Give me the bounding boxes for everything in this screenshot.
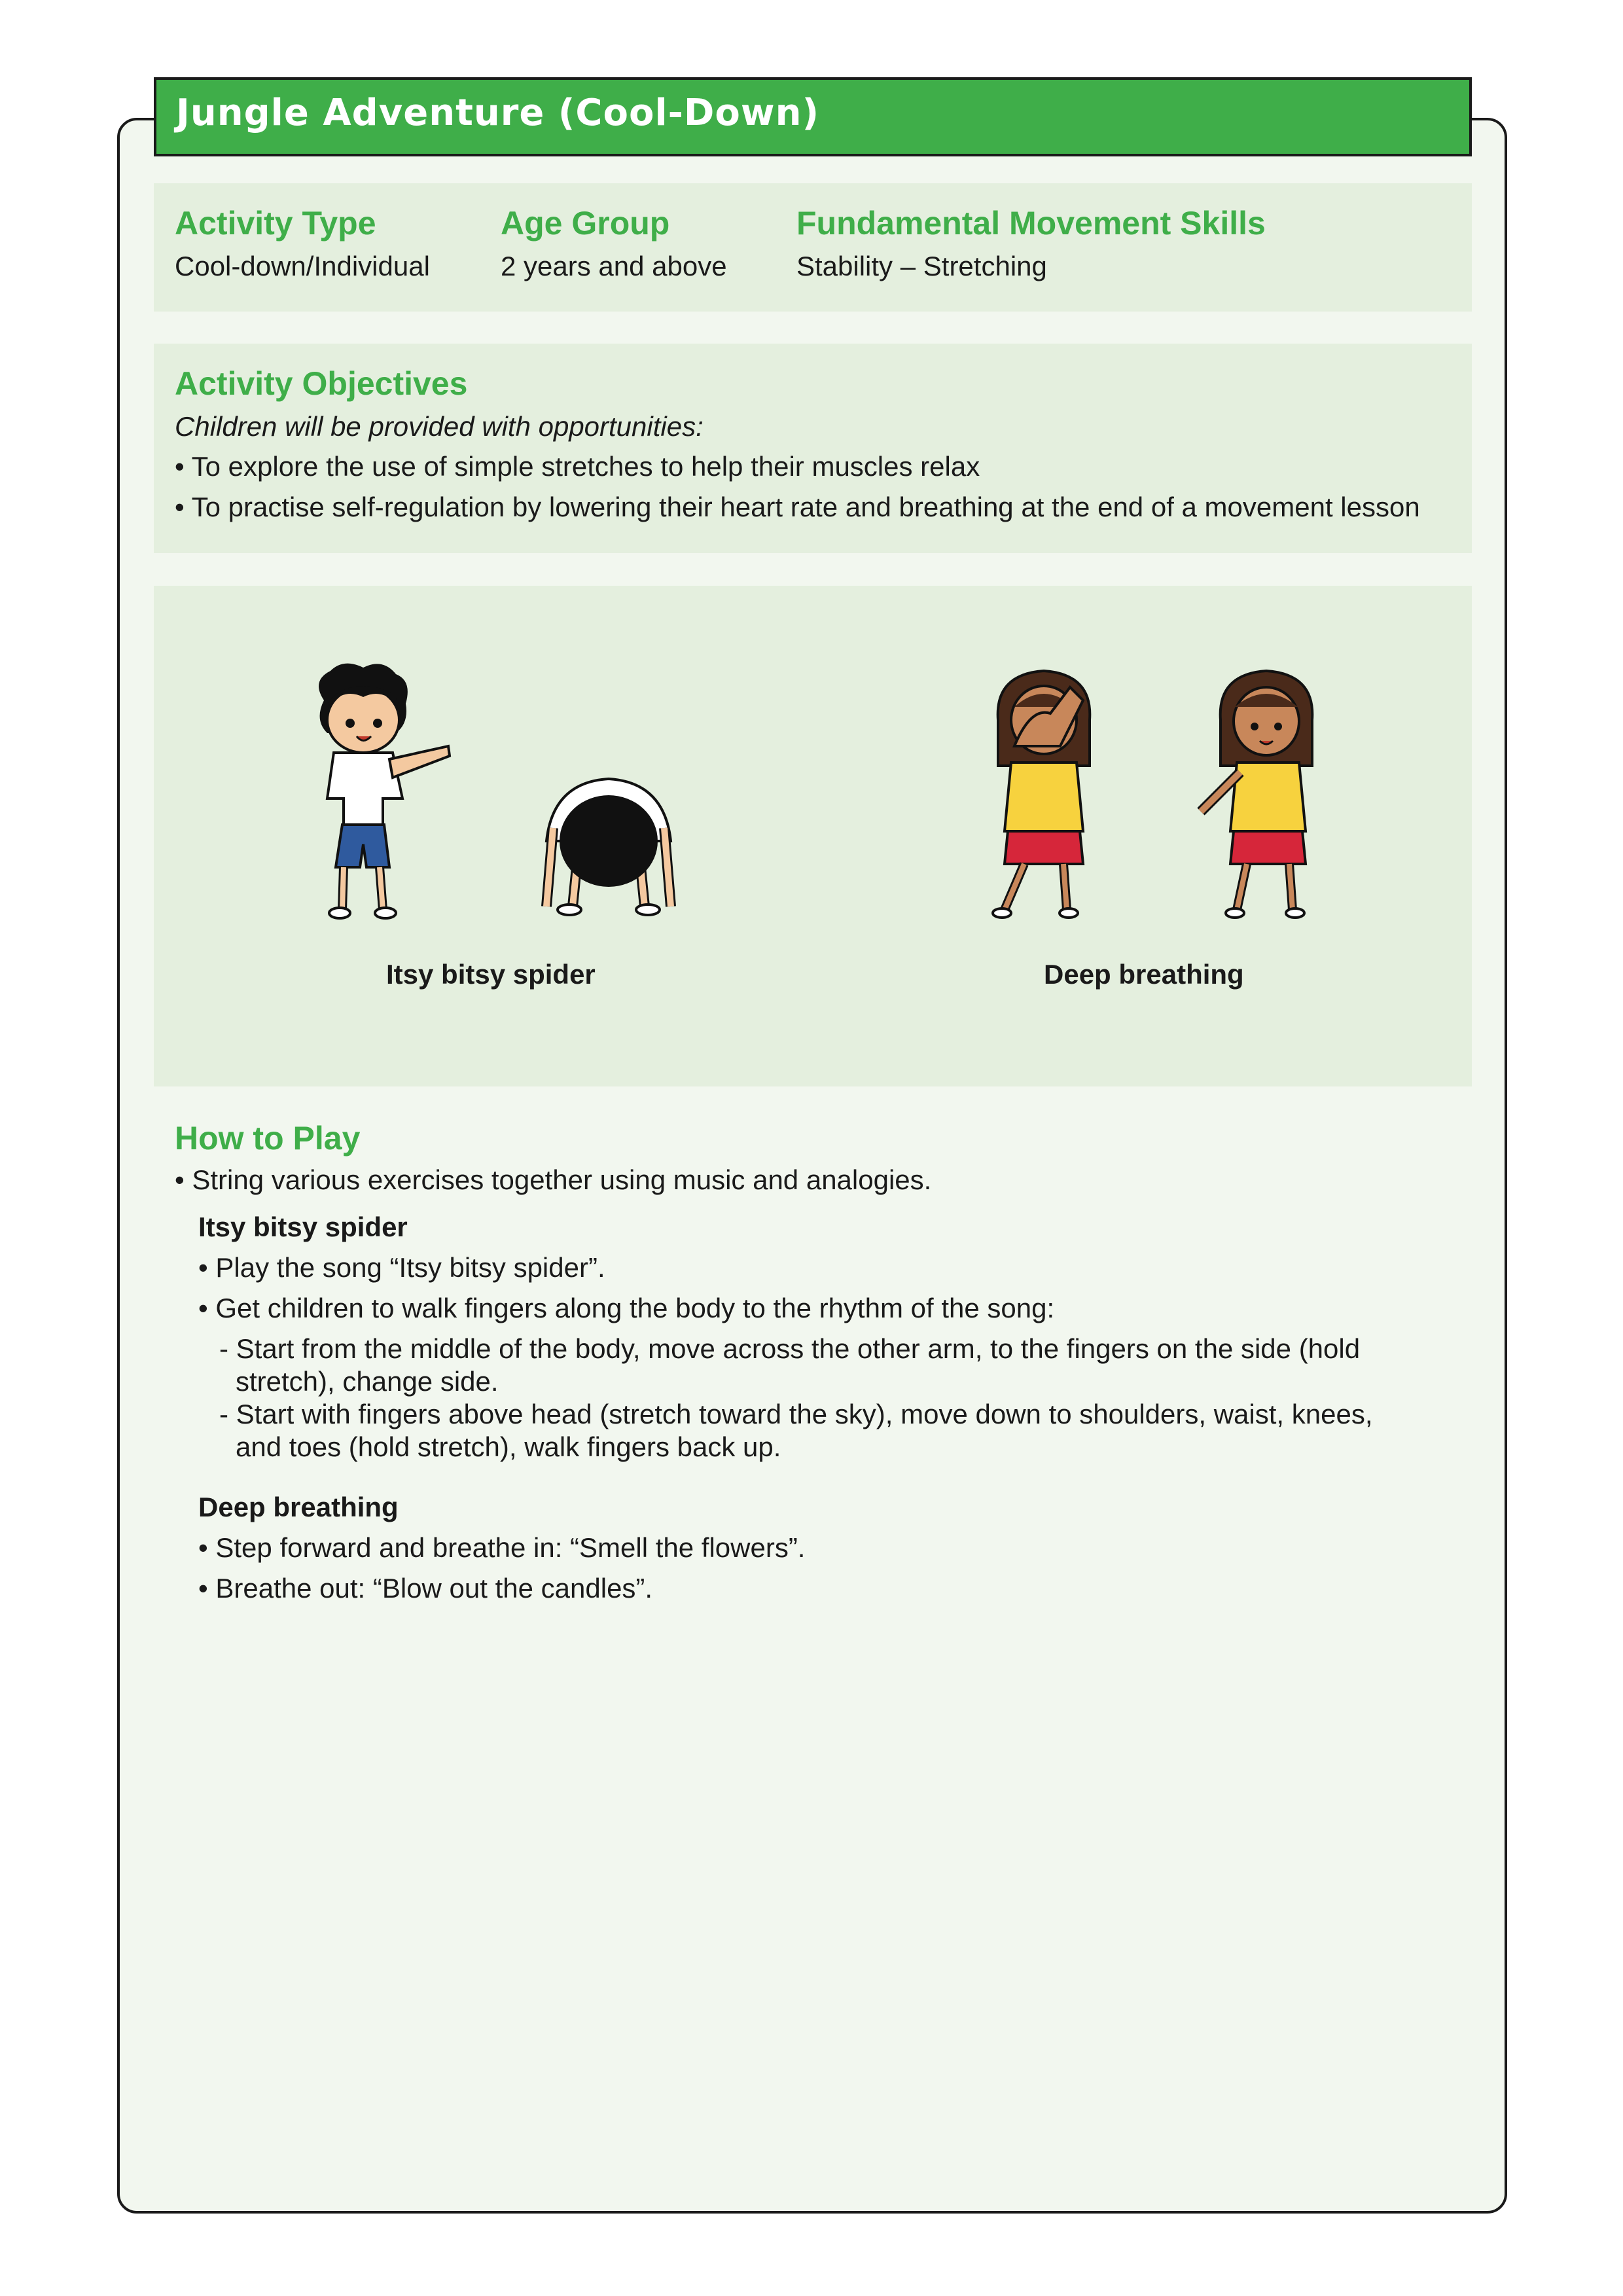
how-to-play-intro-text: String various exercises together using music and analogies. (192, 1164, 932, 1195)
title-bar (154, 77, 1472, 156)
info-panel (154, 183, 1472, 312)
spider-subheading: Itsy bitsy spider (198, 1211, 408, 1242)
breathing-bullet-2-text: Breathe out: “Blow out the candles”. (215, 1573, 653, 1604)
activity-type-heading: Activity Type (175, 205, 376, 242)
caption-deep-breathing: Deep breathing (1044, 959, 1244, 990)
spider-sub-1-line-2: stretch), change side. (236, 1366, 499, 1397)
caption-itsy-bitsy-spider: Itsy bitsy spider (386, 959, 596, 990)
girl-breathing-in-illustration (978, 668, 1109, 923)
objectives-panel (154, 344, 1472, 553)
spider-sub-2-line-1: - Start with fingers above head (stretch toward the sky), move down to shoulders, waist, knees, (219, 1399, 1373, 1429)
spider-bullet-2-text: Get children to walk fingers along the body to the rhythm of the song: (215, 1293, 1055, 1323)
activity-type-value: Cool-down/Individual (175, 251, 430, 281)
page-title: Jungle Adventure (Cool-Down) (176, 92, 820, 134)
spider-sub-1-text-1: Start from the middle of the body, move across the other arm, to the fingers on the side (hold (236, 1333, 1361, 1364)
spider-sub-2-line-2: and toes (hold stretch), walk fingers back up. (236, 1431, 781, 1462)
illustration-panel (154, 586, 1472, 1086)
girl-breathing-out-illustration (1194, 668, 1325, 923)
skills-value: Stability – Stretching (796, 251, 1047, 281)
objective-item-2: • To practise self-regulation by lowering their heart rate and breathing at the end of a movement lesson (175, 492, 1420, 522)
objective-item-1: • To explore the use of simple stretches to help their muscles relax (175, 451, 980, 482)
age-group-heading: Age Group (501, 205, 670, 242)
spider-sub-2-text-1: Start with fingers above head (stretch toward the sky), move down to shoulders, waist, knees, (236, 1399, 1373, 1429)
spider-bullet-1-text: Play the song “Itsy bitsy spider”. (215, 1252, 605, 1283)
objective-text-2: To practise self-regulation by lowering their heart rate and breathing at the end of a movement lesson (191, 492, 1420, 522)
objective-text-1: To explore the use of simple stretches to help their muscles relax (191, 451, 980, 482)
breathing-subheading: Deep breathing (198, 1492, 399, 1522)
boy-stretching-illustration (298, 661, 455, 923)
breathing-bullet-1-text: Step forward and breathe in: “Smell the flowers”. (215, 1532, 806, 1563)
objectives-intro: Children will be provided with opportunities: (175, 411, 704, 442)
age-group-value: 2 years and above (501, 251, 727, 281)
objectives-heading: Activity Objectives (175, 365, 468, 402)
spider-sub-1-line-1: - Start from the middle of the body, move across the other arm, to the fingers on the side (hold (219, 1333, 1361, 1364)
breathing-bullet-2: • Breathe out: “Blow out the candles”. (198, 1573, 653, 1604)
how-to-play-intro: • String various exercises together using music and analogies. (175, 1164, 932, 1195)
how-to-play-heading: How to Play (175, 1120, 361, 1157)
skills-heading: Fundamental Movement Skills (796, 205, 1266, 242)
spider-bullet-1: • Play the song “Itsy bitsy spider”. (198, 1252, 605, 1283)
spider-bullet-2: • Get children to walk fingers along the body to the rhythm of the song: (198, 1293, 1055, 1323)
boy-bending-illustration (533, 769, 684, 920)
breathing-bullet-1: • Step forward and breathe in: “Smell the flowers”. (198, 1532, 806, 1563)
